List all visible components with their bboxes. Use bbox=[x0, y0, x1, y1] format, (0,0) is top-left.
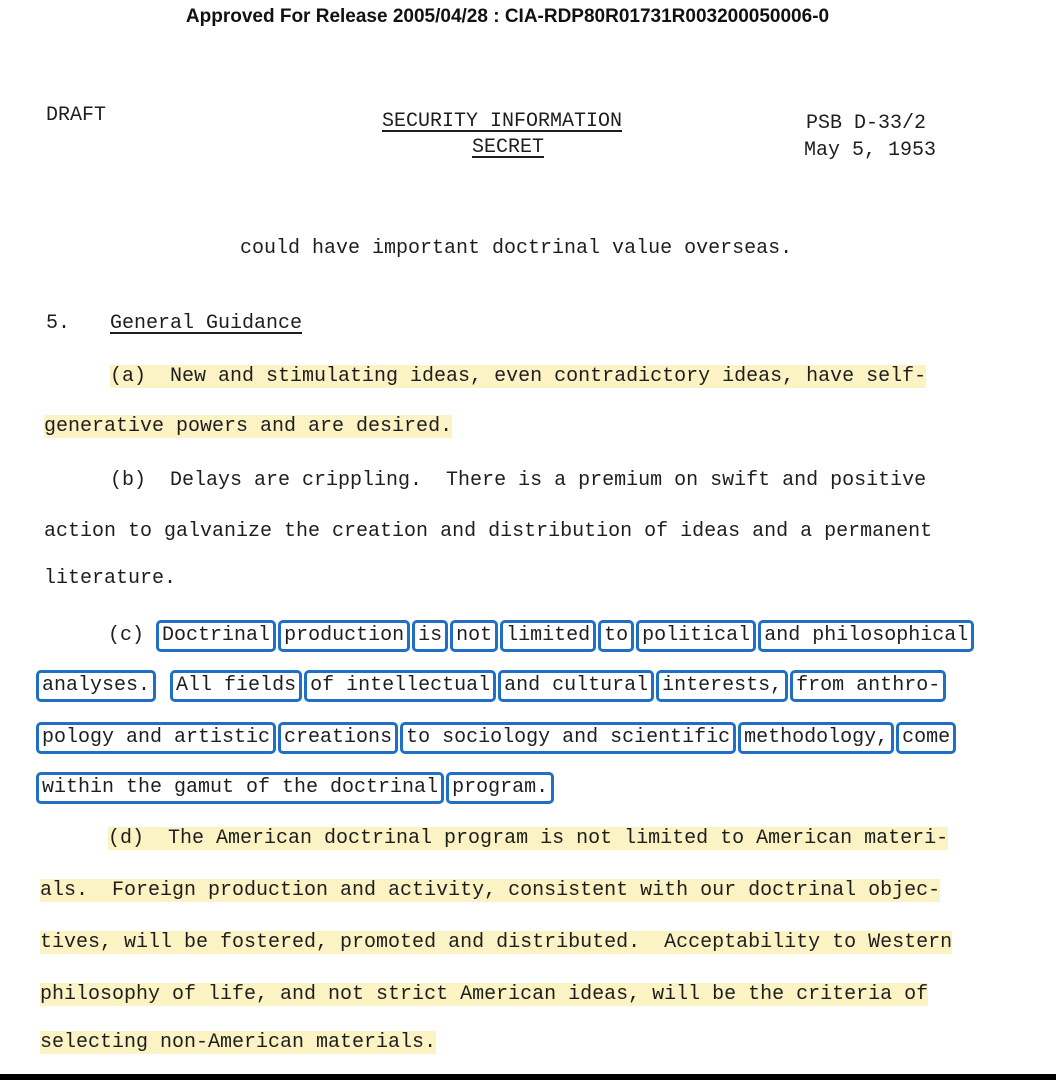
para-a-line-1 bbox=[110, 362, 926, 392]
para-d-line-3 bbox=[40, 928, 952, 958]
word-box: come bbox=[896, 722, 956, 754]
word-box: to bbox=[598, 620, 634, 652]
word-box: within the gamut of the doctrinal bbox=[36, 772, 444, 804]
para-d-text-4: philosophy of life, and not strict American ideas, will be the criteria of bbox=[40, 983, 929, 1006]
word-box: program. bbox=[446, 772, 554, 804]
word-box: and philosophical bbox=[758, 620, 974, 652]
para-c-line-4 bbox=[36, 772, 556, 802]
word-box: creations bbox=[278, 722, 398, 754]
para-a-text-2: generative powers and are desired. bbox=[44, 415, 453, 438]
para-b-line-3: literature. bbox=[44, 567, 177, 590]
draft-label: DRAFT bbox=[46, 104, 107, 127]
para-d-line-4 bbox=[40, 980, 928, 1010]
para-d-line-5 bbox=[40, 1028, 436, 1058]
para-c-line-2 bbox=[36, 670, 948, 700]
word-box: limited bbox=[500, 620, 596, 652]
para-b-line-1: (b) Delays are crippling. There is a premium on swift and positive bbox=[110, 469, 927, 492]
word-box: and cultural bbox=[498, 670, 654, 702]
bottom-border bbox=[0, 1074, 1056, 1080]
para-c-line-1 bbox=[108, 620, 976, 650]
word-box: pology and artistic bbox=[36, 722, 276, 754]
para-d-line-2 bbox=[40, 876, 940, 906]
section-title: General Guidance bbox=[110, 312, 303, 335]
word-box: political bbox=[636, 620, 756, 652]
classification-line-2: SECRET bbox=[472, 136, 545, 159]
classification-line-1: SECURITY INFORMATION bbox=[382, 110, 623, 133]
word-box: All fields bbox=[170, 670, 302, 702]
word-box: interests, bbox=[656, 670, 788, 702]
para-d-text-1: (d) The American doctrinal program is not limited to American materi- bbox=[108, 827, 949, 850]
word-box: Doctrinal bbox=[156, 620, 276, 652]
word-box: not bbox=[450, 620, 498, 652]
para-d-text-5: selecting non-American materials. bbox=[40, 1031, 437, 1054]
para-c-line-3 bbox=[36, 722, 958, 752]
word-box: from anthro- bbox=[790, 670, 946, 702]
word-box: of intellectual bbox=[304, 670, 496, 702]
para-d-line-1 bbox=[108, 824, 948, 854]
word-box: is bbox=[412, 620, 448, 652]
document-number: PSB D-33/2 bbox=[806, 112, 927, 135]
para-d-text-2: als. Foreign production and activity, consistent with our doctrinal objec- bbox=[40, 879, 941, 902]
word-box: production bbox=[278, 620, 410, 652]
section-number: 5. bbox=[46, 312, 71, 335]
word-box: to sociology and scientific bbox=[400, 722, 736, 754]
para-c-lead: (c) bbox=[108, 624, 145, 647]
release-stamp: Approved For Release 2005/04/28 : CIA-RDP80R01731R003200050006-0 bbox=[185, 6, 830, 27]
carryover-line: could have important doctrinal value overseas. bbox=[240, 237, 793, 260]
para-a-text-1: (a) New and stimulating ideas, even contradictory ideas, have self- bbox=[110, 365, 927, 388]
document-date: May 5, 1953 bbox=[804, 139, 937, 162]
para-b-line-2: action to galvanize the creation and distribution of ideas and a permanent bbox=[44, 520, 933, 543]
word-box: methodology, bbox=[738, 722, 894, 754]
para-a-line-2 bbox=[44, 412, 452, 442]
word-box: analyses. bbox=[36, 670, 156, 702]
para-d-text-3: tives, will be fostered, promoted and distributed. Acceptability to Western bbox=[40, 931, 953, 954]
